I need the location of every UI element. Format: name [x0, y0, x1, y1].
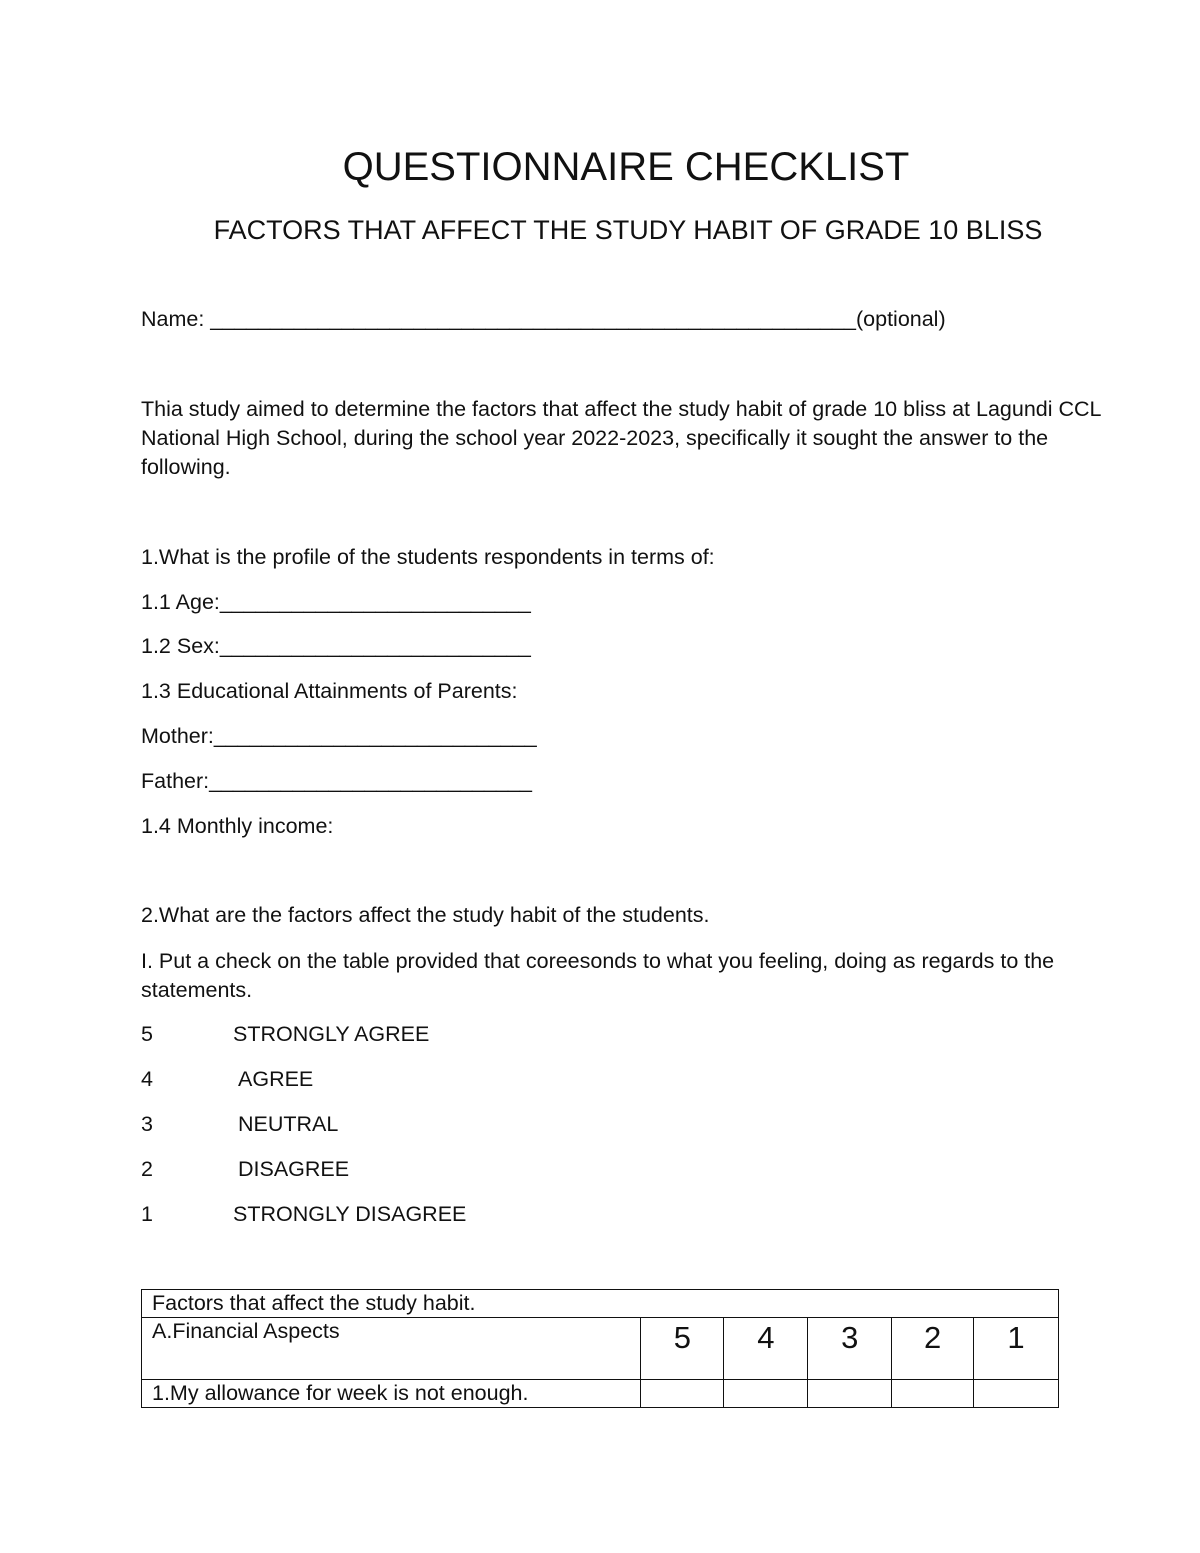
scale-label: STRONGLY DISAGREE [233, 1202, 467, 1226]
column-header-5: 5 [641, 1318, 724, 1380]
name-line: Name: ______________________________________________________(optional) [141, 307, 946, 331]
rating-table [141, 1289, 1059, 1408]
column-header-3: 3 [808, 1318, 892, 1380]
question-1-4-income: 1.4 Monthly income: [141, 814, 334, 838]
table-section-cell: A.Financial Aspects [142, 1318, 641, 1380]
scale-label: NEUTRAL [238, 1112, 339, 1136]
table-header-row [142, 1290, 1059, 1318]
scale-value: 1 [141, 1202, 153, 1226]
scale-item [141, 1110, 338, 1139]
column-header-1: 1 [974, 1318, 1059, 1380]
scale-label: STRONGLY AGREE [233, 1022, 430, 1046]
question-1-3-parents: 1.3 Educational Attainments of Parents: [141, 679, 518, 703]
scale-value: 3 [141, 1112, 153, 1136]
scale-item [141, 1020, 429, 1049]
question-1-1-age: 1.1 Age:__________________________ [141, 590, 531, 614]
instruction-paragraph: I. Put a check on the table provided that coreesonds to what you feeling, doing as regards to the statements. [141, 949, 1055, 1002]
column-header-2: 2 [892, 1318, 974, 1380]
mother-line: Mother:___________________________ [141, 724, 537, 748]
check-cell-1[interactable] [974, 1380, 1059, 1408]
page-title: QUESTIONNAIRE CHECKLIST [342, 145, 910, 189]
check-cell-2[interactable] [892, 1380, 974, 1408]
scale-label: AGREE [238, 1067, 314, 1091]
check-cell-3[interactable] [808, 1380, 892, 1408]
statement-cell: 1.My allowance for week is not enough. [142, 1380, 641, 1408]
table-header-cell: Factors that affect the study habit. [142, 1290, 1059, 1318]
scale-item [141, 1155, 349, 1184]
scale-item [141, 1200, 466, 1229]
scale-label: DISAGREE [238, 1157, 350, 1181]
question-1-2-sex: 1.2 Sex:__________________________ [141, 634, 531, 658]
page-subtitle: FACTORS THAT AFFECT THE STUDY HABIT OF GRADE 10 BLISS [213, 215, 1043, 245]
column-header-4: 4 [724, 1318, 808, 1380]
scale-value: 4 [141, 1067, 153, 1091]
question-2: 2.What are the factors affect the study habit of the students. [141, 903, 710, 927]
scale-value: 2 [141, 1157, 153, 1181]
scale-value: 5 [141, 1022, 153, 1046]
intro-paragraph: Thia study aimed to determine the factors that affect the study habit of grade 10 bliss at Lagundi CCL National High School, during the school year 2022-2023, specifically it sought the answer to the following. [141, 397, 1101, 479]
scale-item [141, 1065, 313, 1094]
table-row [142, 1380, 1059, 1408]
question-1: 1.What is the profile of the students respondents in terms of: [141, 545, 715, 569]
check-cell-5[interactable] [641, 1380, 724, 1408]
check-cell-4[interactable] [724, 1380, 808, 1408]
father-line: Father:___________________________ [141, 769, 532, 793]
table-section-row [142, 1318, 1059, 1380]
